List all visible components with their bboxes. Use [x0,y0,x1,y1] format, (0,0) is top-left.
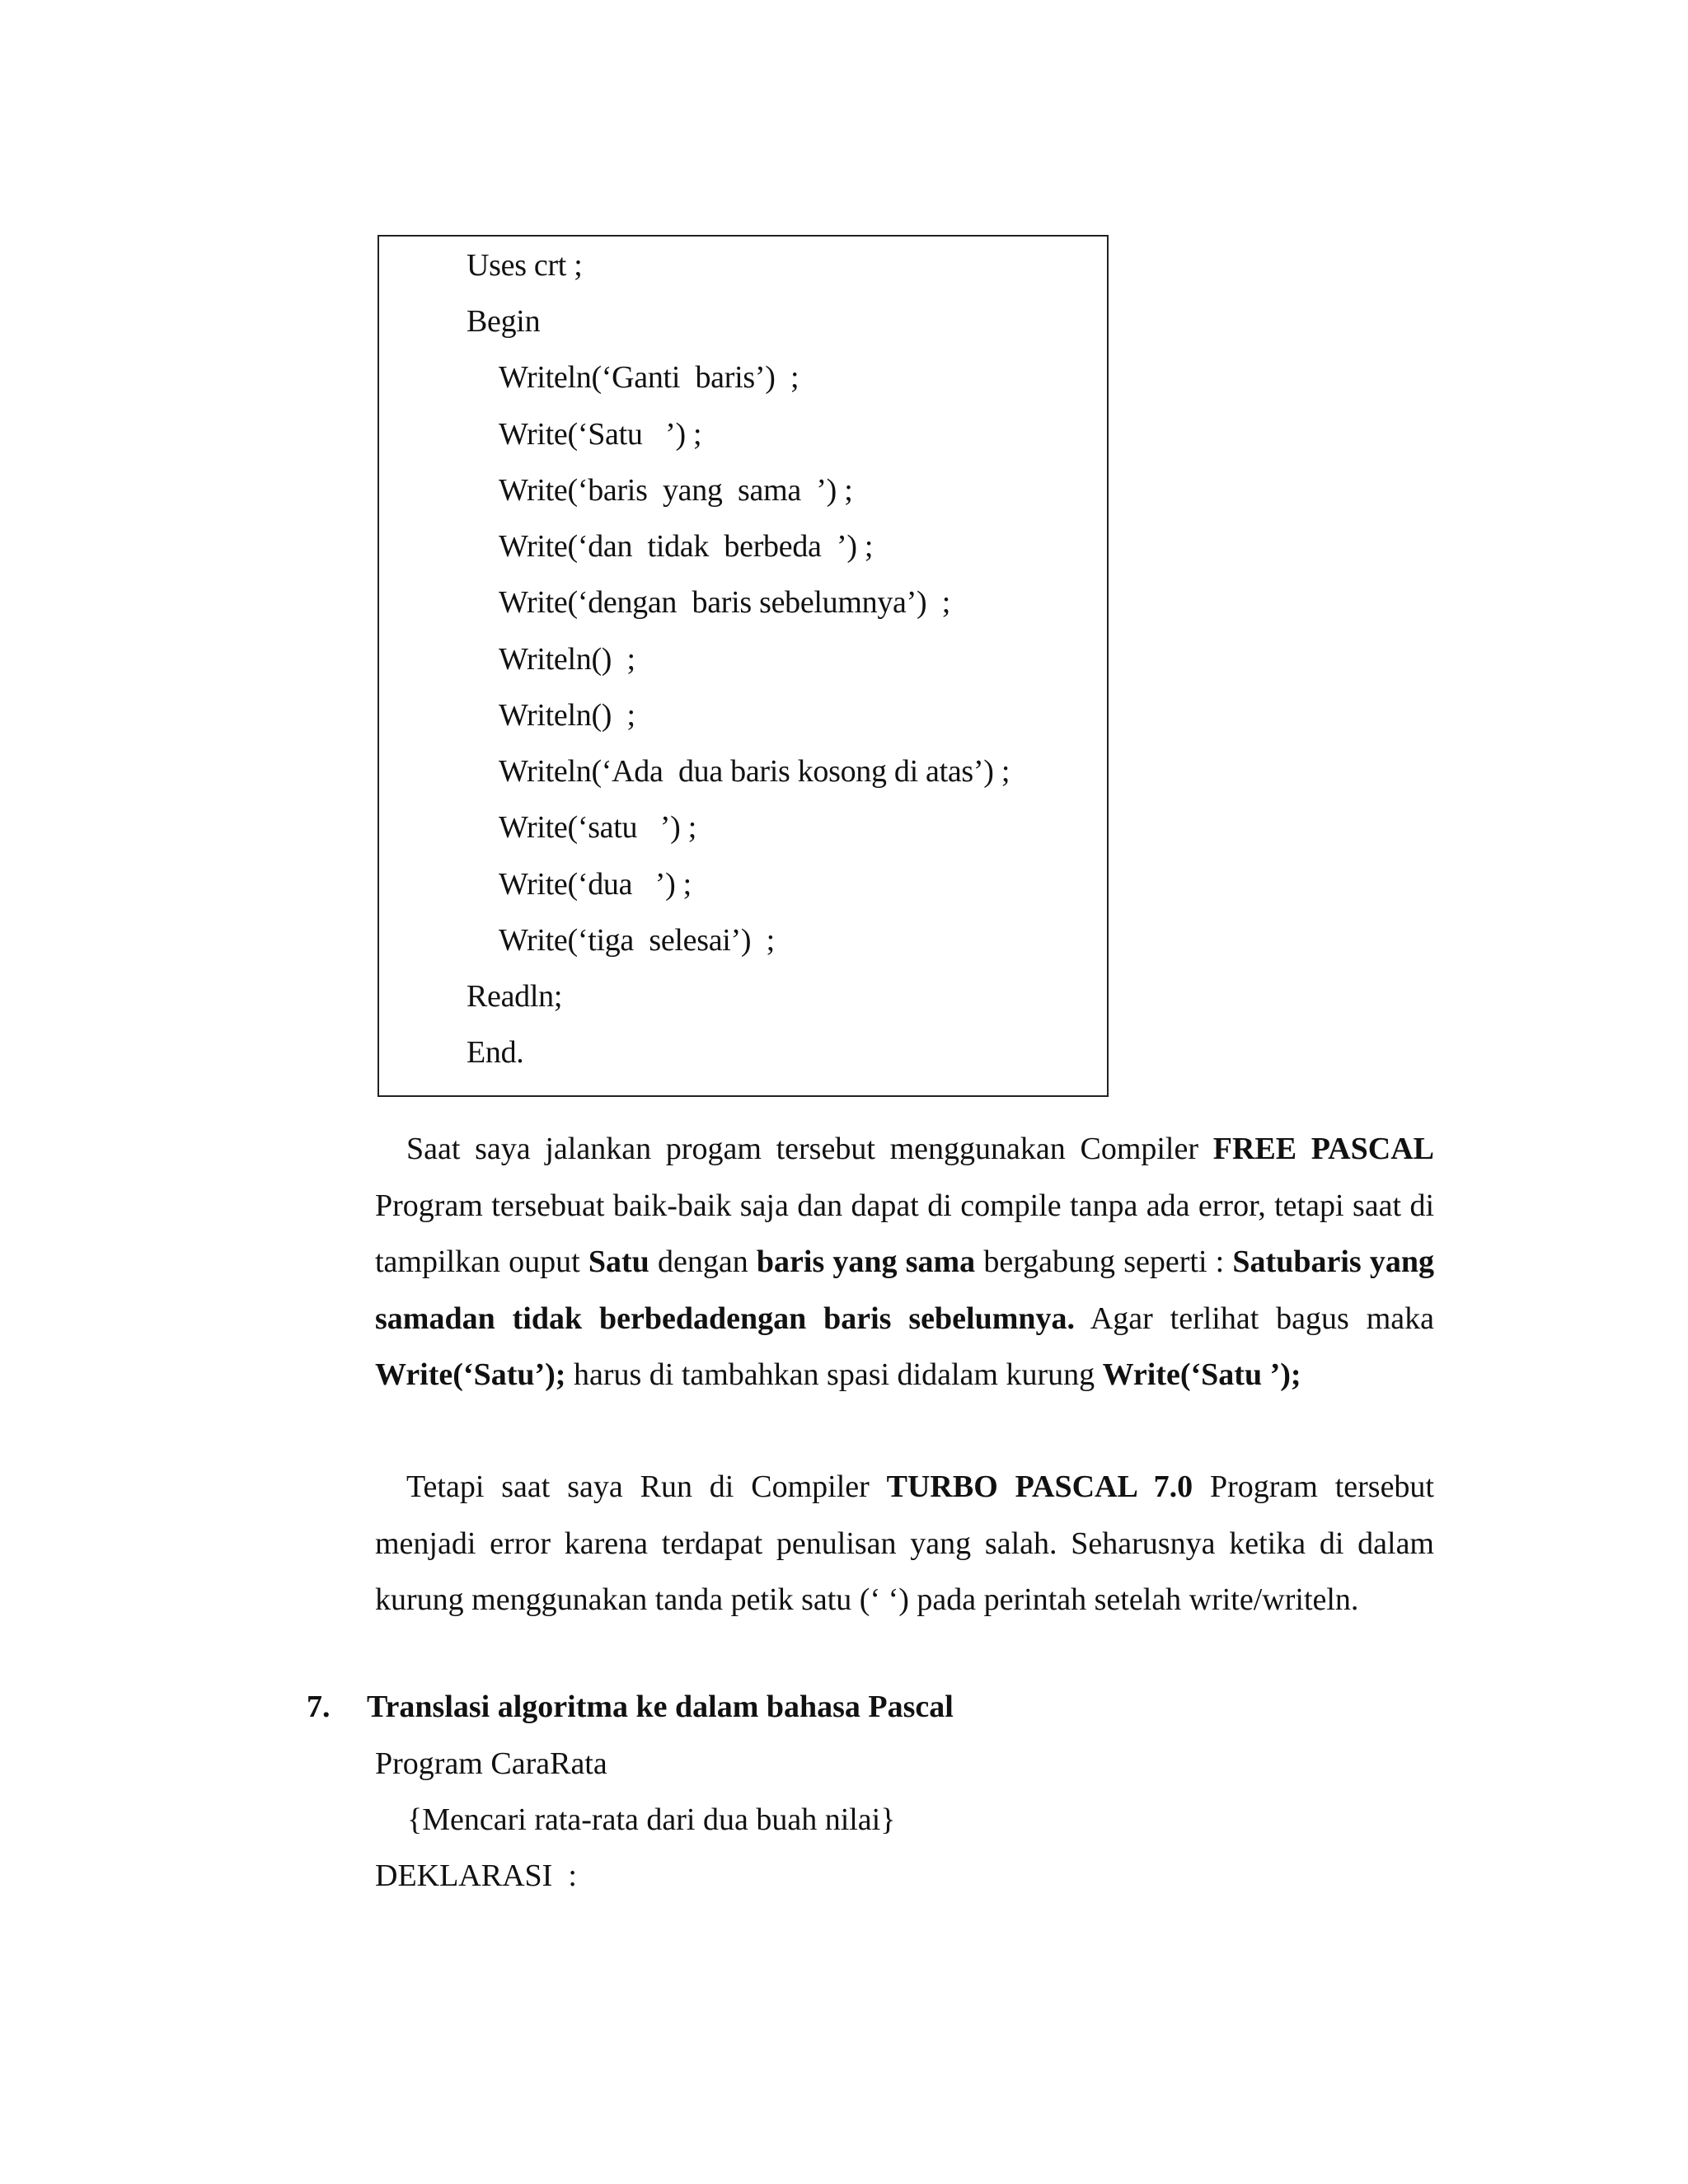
code-line: Write(‘Satu ’) ; [499,417,702,452]
paragraph-free-pascal [375,1121,1434,1404]
code-line: Uses crt ; [467,248,583,283]
code-line: Write(‘dua ’) ; [499,867,692,902]
bold-text: Satu [588,1244,649,1279]
bold-text: TURBO PASCAL 7.0 [886,1469,1193,1504]
bold-text: baris yang sama [756,1244,976,1279]
section-number: 7. [307,1690,331,1724]
code-line: Write(‘satu ’) ; [499,810,696,845]
paragraph-text: Program tersebut menjadi error karena terdapat penulisan yang salah. Seharusnya ketika di dalam kurung menggunakan tanda petik satu (‘ ‘) pada perintah setelah write/writeln. [375,1469,1434,1617]
code-line: Writeln(‘Ganti baris’) ; [499,360,799,395]
paragraph-text: Agar terlihat bagus maka [1075,1301,1434,1336]
bold-text: FREE PASCAL [1212,1132,1434,1166]
code-line: Begin [467,304,541,339]
code-line: End. [467,1035,524,1070]
paragraph-turbo-pascal [375,1459,1434,1629]
code-line: Writeln() ; [499,642,635,677]
bold-text: Write(‘Satu ’); [1102,1357,1301,1392]
code-line: Write(‘dengan baris sebelumnya’) ; [499,585,950,620]
paragraph-text: Tetapi saat saya Run di Compiler [406,1469,887,1504]
code-line: Write(‘baris yang sama ’) ; [499,473,853,508]
paragraph-text: Program tersebuat baik-baik saja dan dapat di compile tanpa ada error, tetapi saat di tampilkan ouput [375,1188,1434,1279]
code-line: Writeln() ; [499,698,635,733]
paragraph-text: harus di tambahkan spasi didalam kurung [565,1357,1103,1392]
code-listing-box [377,235,1109,1097]
paragraph-text: dengan [649,1244,757,1279]
code-line: Write(‘dan tidak berbeda ’) ; [499,529,874,564]
code-line: Write(‘tiga selesai’) ; [499,923,775,958]
code-line: Readln; [467,979,563,1014]
bold-text: Write(‘Satu’); [375,1357,566,1392]
program-name-line: Program CaraRata [375,1746,607,1781]
section-title: Translasi algoritma ke dalam bahasa Pascal [367,1690,954,1724]
declaration-line: DEKLARASI : [375,1858,577,1893]
paragraph-text: Saat saya jalankan progam tersebut menggunakan Compiler [406,1132,1213,1166]
paragraph-text: bergabung seperti : [975,1244,1233,1279]
section-heading [307,1688,954,1726]
program-comment-line: {Mencari rata-rata dari dua buah nilai} [407,1802,896,1837]
bold-text: Satubaris yang samadan tidak berbedadengan baris sebelumnya. [375,1244,1434,1336]
code-line: Writeln(‘Ada dua baris kosong di atas’) ; [499,754,1010,789]
